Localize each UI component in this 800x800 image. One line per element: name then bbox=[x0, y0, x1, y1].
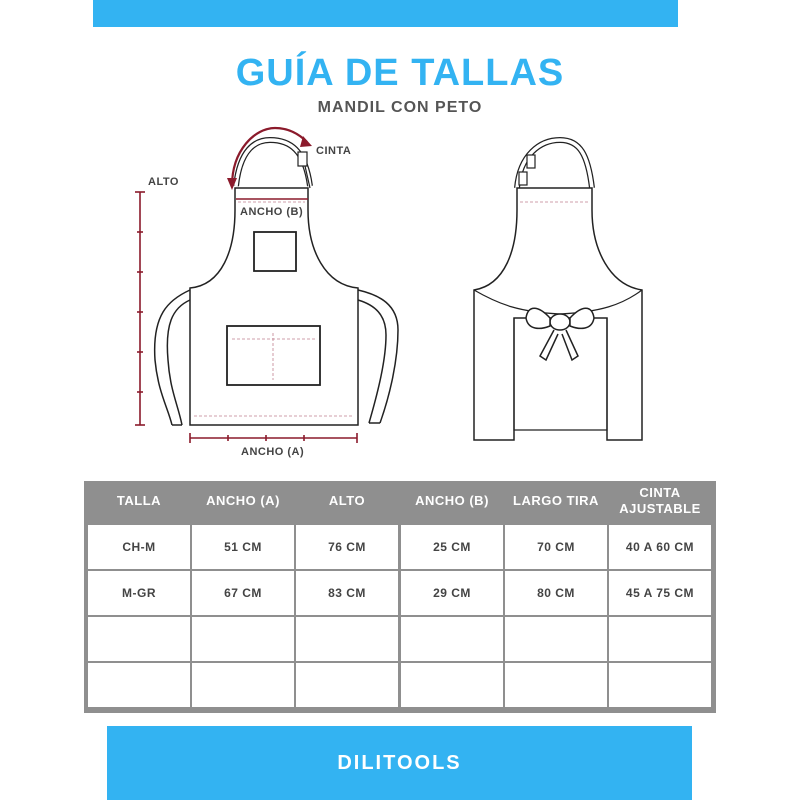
table-cell bbox=[505, 617, 607, 661]
alto-measure-line bbox=[135, 192, 145, 425]
table-cell bbox=[88, 663, 190, 707]
size-table bbox=[84, 481, 716, 713]
table-header-cell: ANCHO (B) bbox=[415, 493, 489, 508]
apron-front-illustration bbox=[155, 140, 398, 425]
table-cell: 80 CM bbox=[505, 571, 607, 615]
table-header-cell: CINTA AJUSTABLE bbox=[619, 485, 701, 516]
table-header-cell: ALTO bbox=[328, 493, 366, 508]
table-cell bbox=[401, 617, 503, 661]
table-cell: 25 CM bbox=[401, 525, 503, 569]
ancho-b-label: ANCHO (B) bbox=[240, 206, 304, 218]
table-cell: 40 A 60 CM bbox=[609, 525, 711, 569]
table-cell: 45 A 75 CM bbox=[609, 571, 711, 615]
table-header-cell: TALLA bbox=[116, 493, 162, 508]
table-header-cell: LARGO TIRA bbox=[513, 493, 599, 508]
ancho-a-label: ANCHO (A) bbox=[241, 446, 305, 458]
brand-name: DILITOOLS bbox=[337, 751, 462, 774]
table-cell: 67 CM bbox=[192, 571, 294, 615]
page-title: GUÍA DE TALLAS bbox=[235, 52, 565, 94]
table-header-cell: ANCHO (A) bbox=[206, 493, 280, 508]
table-cell: 76 CM bbox=[296, 525, 398, 569]
table-cell: 29 CM bbox=[401, 571, 503, 615]
table-cell bbox=[401, 663, 503, 707]
table-cell bbox=[88, 617, 190, 661]
table-cell bbox=[609, 617, 711, 661]
apron-back-illustration bbox=[474, 140, 642, 440]
table-cell: 70 CM bbox=[505, 525, 607, 569]
page-subtitle: MANDIL CON PETO bbox=[317, 99, 483, 116]
cinta-label: CINTA bbox=[316, 145, 352, 157]
table-cell bbox=[192, 617, 294, 661]
table-cell: 51 CM bbox=[192, 525, 294, 569]
table-cell: M-GR bbox=[88, 571, 190, 615]
table-cell: CH-M bbox=[88, 525, 190, 569]
brand-bar bbox=[107, 726, 692, 800]
table-cell bbox=[609, 663, 711, 707]
table-cell bbox=[192, 663, 294, 707]
table-cell: 83 CM bbox=[296, 571, 398, 615]
table-cell bbox=[296, 617, 398, 661]
ancho-a-measure-line bbox=[190, 433, 357, 443]
table-cell bbox=[296, 663, 398, 707]
alto-label: ALTO bbox=[148, 176, 179, 188]
table-cell bbox=[505, 663, 607, 707]
